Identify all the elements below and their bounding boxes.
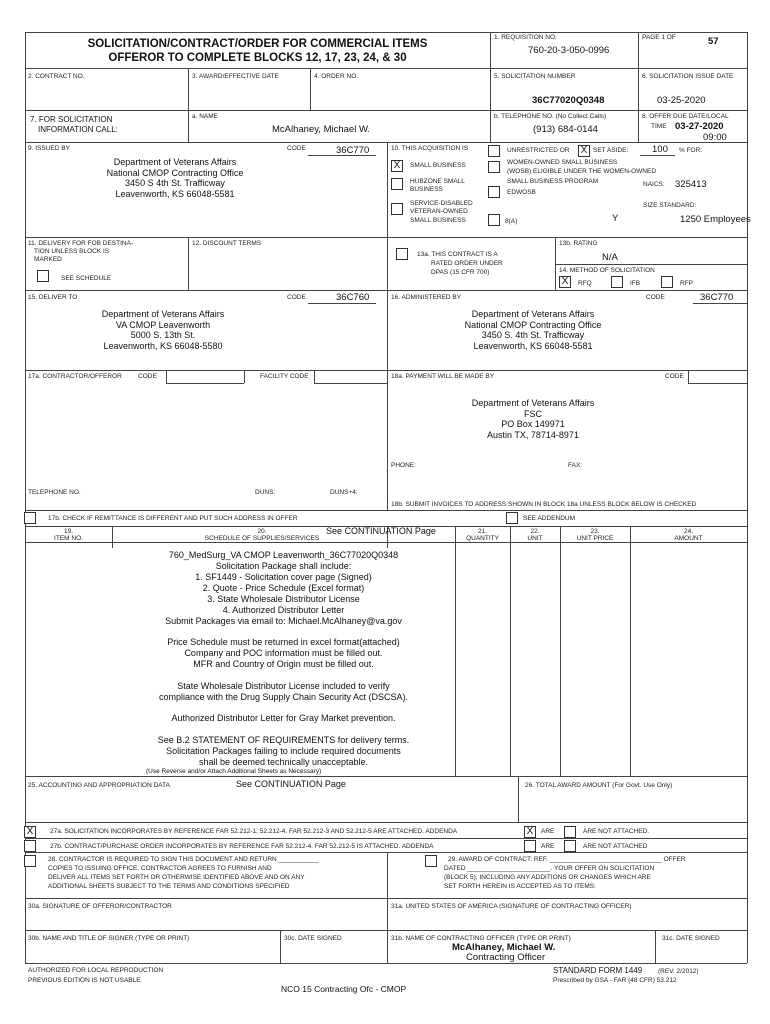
officer-title: Contracting Officer (466, 952, 546, 963)
rating-label: 13b. RATING (559, 240, 598, 247)
wosb-label-3: SMALL BUSINESS PROGRAM (507, 178, 599, 185)
sdvosb-checkbox[interactable] (391, 203, 403, 215)
duns4-label: DUNS+4: (330, 489, 358, 496)
hubzone-label-1: HUBZONE SMALL (410, 178, 465, 185)
officer-name: McAlhaney, Michael W. (452, 942, 556, 953)
acquisition-label: 10. THIS ACQUISITION IS (391, 145, 469, 152)
27a-label: 27a. SOLICITATION INCORPORATES BY REFERENCE FAR 52.212-1, 52.212-4. FAR 52.212-3 AND 52.212-5 ARE ATTACHED. ADDENDA (50, 828, 458, 835)
info-call-label-2: INFORMATION CALL: (38, 125, 118, 134)
facility-code-label: FACILITY CODE (260, 373, 309, 380)
hubzone-label-2: BUSINESS (410, 186, 443, 193)
offer-due-date: 03-27-2020 (675, 121, 724, 132)
delivery-label-3: MARKED (34, 256, 62, 263)
issued-code-label: CODE (287, 145, 306, 152)
delivery-label-1: 11. DELIVERY FOR FOB DESTINA- (28, 240, 134, 247)
footer-prescribed: Prescribed by GSA - FAR (48 CFR) 53.212 (553, 977, 677, 984)
rated-order-checkbox[interactable] (396, 248, 408, 260)
info-call-label-1: 7. FOR SOLICITATION (30, 115, 113, 124)
size-standard-label: SIZE STANDARD: (643, 202, 697, 209)
size-standard-value: 1250 Employees (680, 214, 751, 225)
page-total: 57 (708, 36, 719, 47)
administered-by-label: 16. ADMINISTERED BY (391, 294, 462, 301)
col-unit-label: UNIT (527, 535, 543, 542)
requisition-label: 1. REQUISITION NO. (494, 34, 557, 41)
deliver-to-address: Department of Veterans Affairs VA CMOP Leavenworth 5000 S. 13th St. Leavenworth, KS 66048-5580 (101, 309, 225, 351)
schedule-block-a: 760_MedSurg_VA CMOP Leavenworth_36C77020Q0348 Solicitation Package shall include: 1. SF1449 - Solicitation cover page (Signed) 2. Quote - Price Schedule (Excel format) 3. State Wholesale Distributor License 4. Authorized Distributor Letter Submit Packages via email to: Michael.McAlhaney@va.gov (165, 550, 402, 626)
contract-no-label: 2. CONTRACT NO. (28, 73, 85, 80)
ifb-checkbox[interactable] (611, 276, 623, 288)
solicitation-number-value: 36C77020Q0348 (532, 95, 605, 106)
27b-are-checkbox[interactable] (524, 840, 536, 852)
deliver-to-label: 15. DELIVER TO (28, 294, 78, 301)
28-line-2: COPIES TO ISSUING OFFICE. CONTRACTOR AGREES TO FURNISH AND (48, 865, 272, 872)
eight-a-mark: Y (612, 213, 619, 224)
29-line-4: SET FORTH HEREIN IS ACCEPTED AS TO ITEMS: (444, 883, 596, 890)
rated-order-label-2: RATED ORDER UNDER (431, 260, 503, 267)
issued-by-label: 9. ISSUED BY (28, 145, 70, 152)
contractor-telephone-label: TELEPHONE NO. (28, 489, 81, 496)
rated-order-label-1: 13a. THIS CONTRACT IS A (417, 251, 498, 258)
29-line-2: DATED _______________________. YOUR OFFER ON SOLICITATION (444, 865, 655, 872)
27b-are-label: ARE (541, 843, 555, 850)
see-addendum-checkbox[interactable] (506, 512, 518, 524)
col-amount-num: 24. (683, 528, 694, 535)
rfp-label: RFP (680, 280, 693, 287)
delivery-label-2: TION UNLESS BLOCK IS (34, 248, 110, 255)
col-schedule-label: SCHEDULE OF SUPPLIES/SERVICES (204, 535, 320, 542)
footer-rev: (REV. 2/2012) (658, 968, 699, 975)
telephone-value: (913) 684-0144 (533, 124, 598, 135)
col-schedule-num: 20. (257, 528, 267, 535)
set-aside-checkbox[interactable]: X (578, 145, 590, 157)
schedule-continuation: See CONTINUATION Page (326, 526, 436, 536)
footer-nco: NCO 15 Contracting Ofc - CMOP (281, 984, 407, 994)
footer-auth-2: PREVIOUS EDITION IS NOT USABLE (28, 977, 141, 984)
rating-value: N/A (602, 252, 618, 263)
set-aside-percent: 100 (652, 144, 668, 155)
order-no-label: 4. ORDER NO. (314, 73, 359, 80)
page-label: PAGE 1 OF (642, 34, 676, 41)
27a-checkbox[interactable]: X (24, 826, 36, 838)
28-checkbox[interactable] (24, 855, 36, 867)
rated-order-label-3: DPAS (15 CFR 700) (431, 269, 490, 276)
col-unit-price-num: 23. (590, 528, 600, 535)
date-signed-label: 30c. DATE SIGNED (284, 935, 342, 942)
sdvosb-label-1: SERVICE-DISABLED (410, 200, 473, 207)
naics-value: 325413 (675, 179, 707, 190)
contractor-label: 17a. CONTRACTOR/OFFEROR (28, 373, 122, 380)
27a-are-checkbox[interactable]: X (524, 826, 536, 838)
col-unit-num: 22. (530, 528, 540, 535)
27b-are-not-checkbox[interactable] (564, 840, 576, 852)
eight-a-checkbox[interactable] (488, 214, 500, 226)
col-quantity-label: QUANTITY (466, 535, 499, 542)
officer-date-signed-label: 31c. DATE SIGNED (662, 935, 720, 942)
col-unit-price-label: UNIT PRICE (576, 535, 614, 542)
hubzone-checkbox[interactable] (391, 178, 403, 190)
small-business-label: SMALL BUSINESS (410, 162, 466, 169)
see-schedule-label: SEE SCHEDULE (61, 275, 112, 282)
27b-checkbox[interactable] (24, 840, 36, 852)
method-label: 14. METHOD OF SOLICITATION (559, 267, 655, 274)
edwosb-checkbox[interactable] (488, 186, 500, 198)
signer-name-label: 30b. NAME AND TITLE OF SIGNER (TYPE OR PRINT) (28, 935, 190, 942)
schedule-block-e: See B.2 STATEMENT OF REQUIREMENTS for delivery terms. Solicitation Packages failing to include required documents shall be deemed technically unacceptable. (157, 735, 410, 767)
payment-code-label: CODE (665, 373, 684, 380)
eight-a-label: 8(A) (505, 218, 518, 225)
see-schedule-checkbox[interactable] (37, 270, 49, 282)
solicitation-number-label: 5. SOLICITATION NUMBER (494, 73, 576, 80)
requisition-value: 760-20-3-050-0996 (528, 45, 610, 56)
29-line-1: 29. AWARD OF CONTRACT: REF. _______________________________ OFFER (448, 856, 686, 863)
contractor-code-label: CODE (138, 373, 157, 380)
col-item-no-label: ITEM NO. (54, 535, 83, 542)
col-amount-label: AMOUNT (674, 535, 703, 542)
unrestricted-label: UNRESTRICTED OR (507, 147, 570, 154)
payment-label: 18a. PAYMENT WILL BE MADE BY (391, 373, 495, 380)
officer-name-label: 31b. NAME OF CONTRACTING OFFICER (TYPE OR PRINT) (391, 935, 571, 942)
administered-by-address: Department of Veterans Affairs National CMOP Contracting Office 3450 S. 4th St. Trafficway Leavenworth, KS 66048-5581 (464, 309, 602, 351)
accounting-label: 25. ACCOUNTING AND APPROPRIATION DATA (28, 782, 170, 789)
administered-code-value: 36C770 (700, 292, 734, 303)
col-item-no-num: 19. (63, 528, 74, 535)
rfq-label: RFQ (578, 280, 592, 287)
offer-due-label: 8. OFFER DUE DATE/LOCAL (642, 113, 729, 120)
27a-are-not-checkbox[interactable] (564, 826, 576, 838)
schedule-block-b: Price Schedule must be returned in excel format(attached) Company and POC information must be filled out. MFR and Country of Origin must be filled out. (167, 637, 400, 669)
duns-label: DUNS: (255, 489, 276, 496)
27a-are-not-label: ARE NOT ATTACHED. (583, 828, 650, 835)
29-line-3: (BLOCK 5), INCLUDING ANY ADDITIONS OR CHANGES WHICH ARE (444, 874, 651, 881)
set-aside-label: SET ASIDE: (593, 147, 629, 154)
solicitation-date-label: 6. SOLICITATION ISSUE DATE (642, 73, 734, 80)
small-business-checkbox[interactable]: X (391, 160, 403, 172)
contact-name: McAlhaney, Michael W. (272, 124, 371, 135)
col-quantity-num: 21. (477, 528, 488, 535)
payment-fax-label: FAX: (568, 462, 583, 469)
issued-by-address: Department of Veterans Affairs National CMOP Contracting Office 3450 S 4th St. Trafficway Leavenworth, KS 66048-5581 (106, 157, 244, 199)
deliver-code-label: CODE (287, 294, 306, 301)
naics-label: NAICS: (643, 181, 665, 188)
footer-auth-1: AUTHORIZED FOR LOCAL REPRODUCTION (28, 967, 164, 974)
see-addendum-label: SEE ADDENDUM (523, 515, 576, 522)
rfp-checkbox[interactable] (661, 276, 673, 288)
form-title-line2: OFFEROR TO COMPLETE BLOCKS 12, 17, 23, 24, & 30 (108, 52, 407, 64)
schedule-block-c: State Wholesale Distributor License included to verify compliance with the Drug Supply Chain Security Act (DSCSA). (158, 681, 409, 702)
signature-officer-label: 31a. UNITED STATES OF AMERICA (SIGNATURE OF CONTRACTING OFFICER) (391, 903, 632, 910)
ifb-label: IFB (630, 280, 641, 287)
wosb-label-2: (WOSB) ELIGIBLE UNDER THE WOMEN-OWNED (507, 168, 657, 175)
28-line-3: DELIVER ALL ITEMS SET FORTH OR OTHERWISE IDENTIFIED ABOVE AND ON ANY (48, 874, 305, 881)
offer-due-time: 09:00 (703, 132, 727, 143)
submit-invoices-label: 18b. SUBMIT INVOICES TO ADDRESS SHOWN IN BLOCK 18a UNLESS BLOCK BELOW IS CHECKED (391, 501, 697, 508)
accounting-continuation: See CONTINUATION Page (236, 779, 346, 789)
28-line-4: ADDITIONAL SHEETS SUBJECT TO THE TERMS AND CONDITIONS SPECIFIED (48, 883, 290, 890)
sdvosb-label-3: SMALL BUSINESS (410, 217, 466, 224)
time-label: TIME (651, 123, 667, 130)
27b-are-not-label: ARE NOT ATTACHED (583, 843, 648, 850)
discount-terms-label: 12. DISCOUNT TERMS (192, 240, 262, 247)
remittance-label: 17b. CHECK IF REMITTANCE IS DIFFERENT AND PUT SUCH ADDRESS IN OFFER (48, 515, 298, 522)
27b-label: 27b. CONTRACT/PURCHASE ORDER INCORPORATES BY REFERENCE FAR 52.212-4. FAR 52.212-5 IS ATTACHED. ADDENDA (50, 843, 434, 850)
payment-phone-label: PHONE: (391, 462, 416, 469)
deliver-code-value: 36C760 (336, 292, 370, 303)
wosb-label-1: WOMEN-OWNED SMALL BUSINESS (507, 159, 618, 166)
remittance-checkbox[interactable] (24, 512, 36, 524)
edwosb-label: EDWOSB (507, 189, 536, 196)
reverse-note: (Use Reverse and/or Attach Additional Sheets as Necessary) (146, 768, 322, 775)
name-label: a. NAME (192, 113, 219, 120)
form-title-line1: SOLICITATION/CONTRACT/ORDER FOR COMMERCIAL ITEMS (87, 38, 428, 50)
wosb-checkbox[interactable] (488, 161, 500, 173)
28-line-1: 28. CONTRACTOR IS REQUIRED TO SIGN THIS DOCUMENT AND RETURN ___________ (48, 856, 319, 863)
schedule-block-d: Authorized Distributor Letter for Gray Market prevention. (171, 713, 396, 723)
administered-code-label: CODE (646, 294, 665, 301)
payment-address: Department of Veterans Affairs FSC PO Box 149971 Austin TX, 78714-8971 (471, 398, 595, 440)
percent-for-label: % FOR: (679, 147, 703, 154)
issued-code-value: 36C770 (336, 145, 370, 156)
signature-offeror-label: 30a. SIGNATURE OF OFFEROR/CONTRACTOR (28, 903, 172, 910)
rfq-checkbox[interactable]: X (559, 276, 571, 288)
footer-form: STANDARD FORM 1449 (553, 966, 643, 975)
solicitation-date-value: 03-25-2020 (657, 95, 706, 106)
total-award-label: 26. TOTAL AWARD AMOUNT (For Govt. Use Only) (525, 782, 673, 789)
telephone-label: b. TELEPHONE NO. (No Collect Calls) (494, 113, 607, 120)
27a-are-label: ARE (541, 828, 555, 835)
award-date-label: 3. AWARD/EFFECTIVE DATE (192, 73, 279, 80)
unrestricted-checkbox[interactable] (488, 145, 500, 157)
sdvosb-label-2: VETERAN-OWNED (410, 208, 468, 215)
29-checkbox[interactable] (425, 855, 437, 867)
